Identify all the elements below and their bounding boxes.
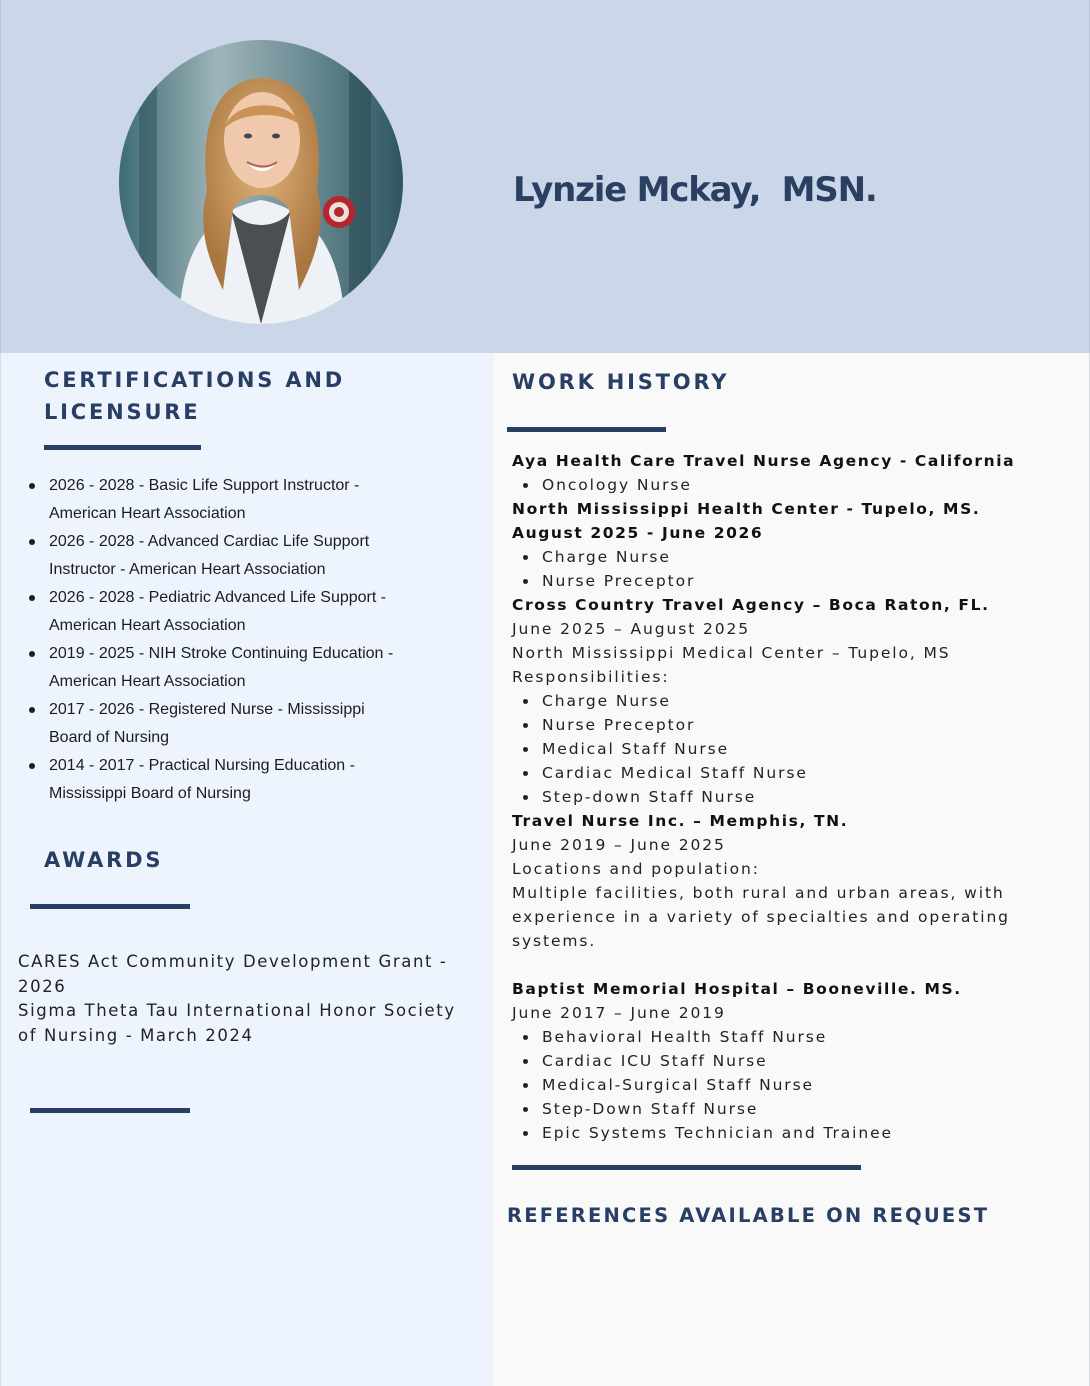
award-line: CARES Act Community Development Grant - (18, 952, 448, 971)
work-entry-heading: Baptist Memorial Hospital – Booneville. MS. (512, 980, 962, 998)
certifications-heading (44, 364, 345, 428)
certification-item (28, 696, 448, 752)
work-entry-heading: Travel Nurse Inc. – Memphis, TN. (512, 812, 849, 830)
work-history-heading: WORK HISTORY (512, 370, 730, 394)
work-bullet-item: Charge Nurse (512, 545, 1052, 569)
work-detail-line: North Mississippi Medical Center – Tupelo, MS (512, 644, 951, 662)
awards-heading: AWARDS (44, 848, 164, 872)
certification-line2: American Heart Association (49, 505, 246, 522)
certification-line2: Board of Nursing (49, 729, 170, 746)
work-detail-line: June 2019 – June 2025 (512, 836, 726, 854)
awards-divider (30, 904, 190, 909)
certification-item (28, 472, 448, 528)
certification-line2: American Heart Association (49, 617, 246, 634)
work-bullet-item: Medical-Surgical Staff Nurse (512, 1073, 1052, 1097)
header-banner (0, 0, 1090, 353)
certification-item (28, 640, 448, 696)
certification-line1: 2017 - 2026 - Registered Nurse - Mississippi (49, 701, 365, 718)
work-bullet-item: Step-down Staff Nurse (512, 785, 1052, 809)
work-detail-line: experience in a variety of specialties and operating (512, 908, 1010, 926)
work-detail-line: Locations and population: (512, 860, 760, 878)
certification-item (28, 584, 448, 640)
certification-line1: 2026 - 2028 - Advanced Cardiac Life Support (49, 533, 370, 550)
certification-line2: Instructor - American Heart Association (49, 561, 326, 578)
certifications-heading-line1: CERTIFICATIONS AND (44, 368, 345, 392)
certification-item (28, 528, 448, 584)
work-bullet-item: Charge Nurse (512, 689, 1052, 713)
certification-line1: 2014 - 2017 - Practical Nursing Education - (49, 757, 355, 774)
certifications-divider (44, 445, 201, 450)
work-bullet-item: Oncology Nurse (512, 473, 1052, 497)
certification-line2: American Heart Association (49, 673, 246, 690)
work-spacer (512, 953, 1052, 977)
certification-line2: Mississippi Board of Nursing (49, 785, 251, 802)
certification-line1: 2026 - 2028 - Basic Life Support Instructor - (49, 477, 360, 494)
work-bullet-item: Nurse Preceptor (512, 569, 1052, 593)
award-line: 2026 (18, 976, 67, 996)
references-note: REFERENCES AVAILABLE ON REQUEST (507, 1204, 990, 1227)
work-entry-heading: Aya Health Care Travel Nurse Agency - California (512, 452, 1016, 470)
work-entry-heading: Cross Country Travel Agency – Boca Raton, FL. (512, 596, 990, 614)
certifications-list (28, 472, 448, 808)
work-entry-heading: August 2025 - June 2026 (512, 524, 764, 542)
work-detail-line: Responsibilities: (512, 668, 670, 686)
work-bullet-item: Step-Down Staff Nurse (512, 1097, 1052, 1121)
work-bullet-item: Cardiac Medical Staff Nurse (512, 761, 1052, 785)
certifications-heading-line2: LICENSURE (44, 400, 201, 424)
award-line: Sigma Theta Tau International Honor Society (18, 1001, 456, 1020)
awards-list (18, 950, 488, 1048)
profile-photo (119, 40, 403, 324)
work-detail-line: systems. (512, 932, 597, 950)
work-detail-line: Multiple facilities, both rural and urban areas, with (512, 884, 1005, 902)
certification-line1: 2026 - 2028 - Pediatric Advanced Life Support - (49, 589, 387, 606)
work-bullet-item: Medical Staff Nurse (512, 737, 1052, 761)
work-bullet-item: Cardiac ICU Staff Nurse (512, 1049, 1052, 1073)
work-history-divider (507, 427, 666, 432)
awards-bottom-divider (30, 1108, 190, 1113)
work-history-list (512, 449, 1052, 1145)
certification-item (28, 752, 448, 808)
work-detail-line: June 2017 – June 2019 (512, 1004, 726, 1022)
work-history-bottom-divider (512, 1165, 861, 1170)
work-bullet-item: Epic Systems Technician and Trainee (512, 1121, 1052, 1145)
work-detail-line: June 2025 – August 2025 (512, 620, 751, 638)
candidate-name: Lynzie Mckay, MSN. (513, 170, 877, 210)
work-bullet-item: Nurse Preceptor (512, 713, 1052, 737)
award-line: of Nursing - March 2024 (18, 1025, 254, 1045)
work-entry-heading: North Mississippi Health Center - Tupelo, MS. (512, 500, 981, 518)
profile-photo-image (119, 40, 403, 324)
certification-line1: 2019 - 2025 - NIH Stroke Continuing Education - (49, 645, 394, 662)
work-bullet-item: Behavioral Health Staff Nurse (512, 1025, 1052, 1049)
